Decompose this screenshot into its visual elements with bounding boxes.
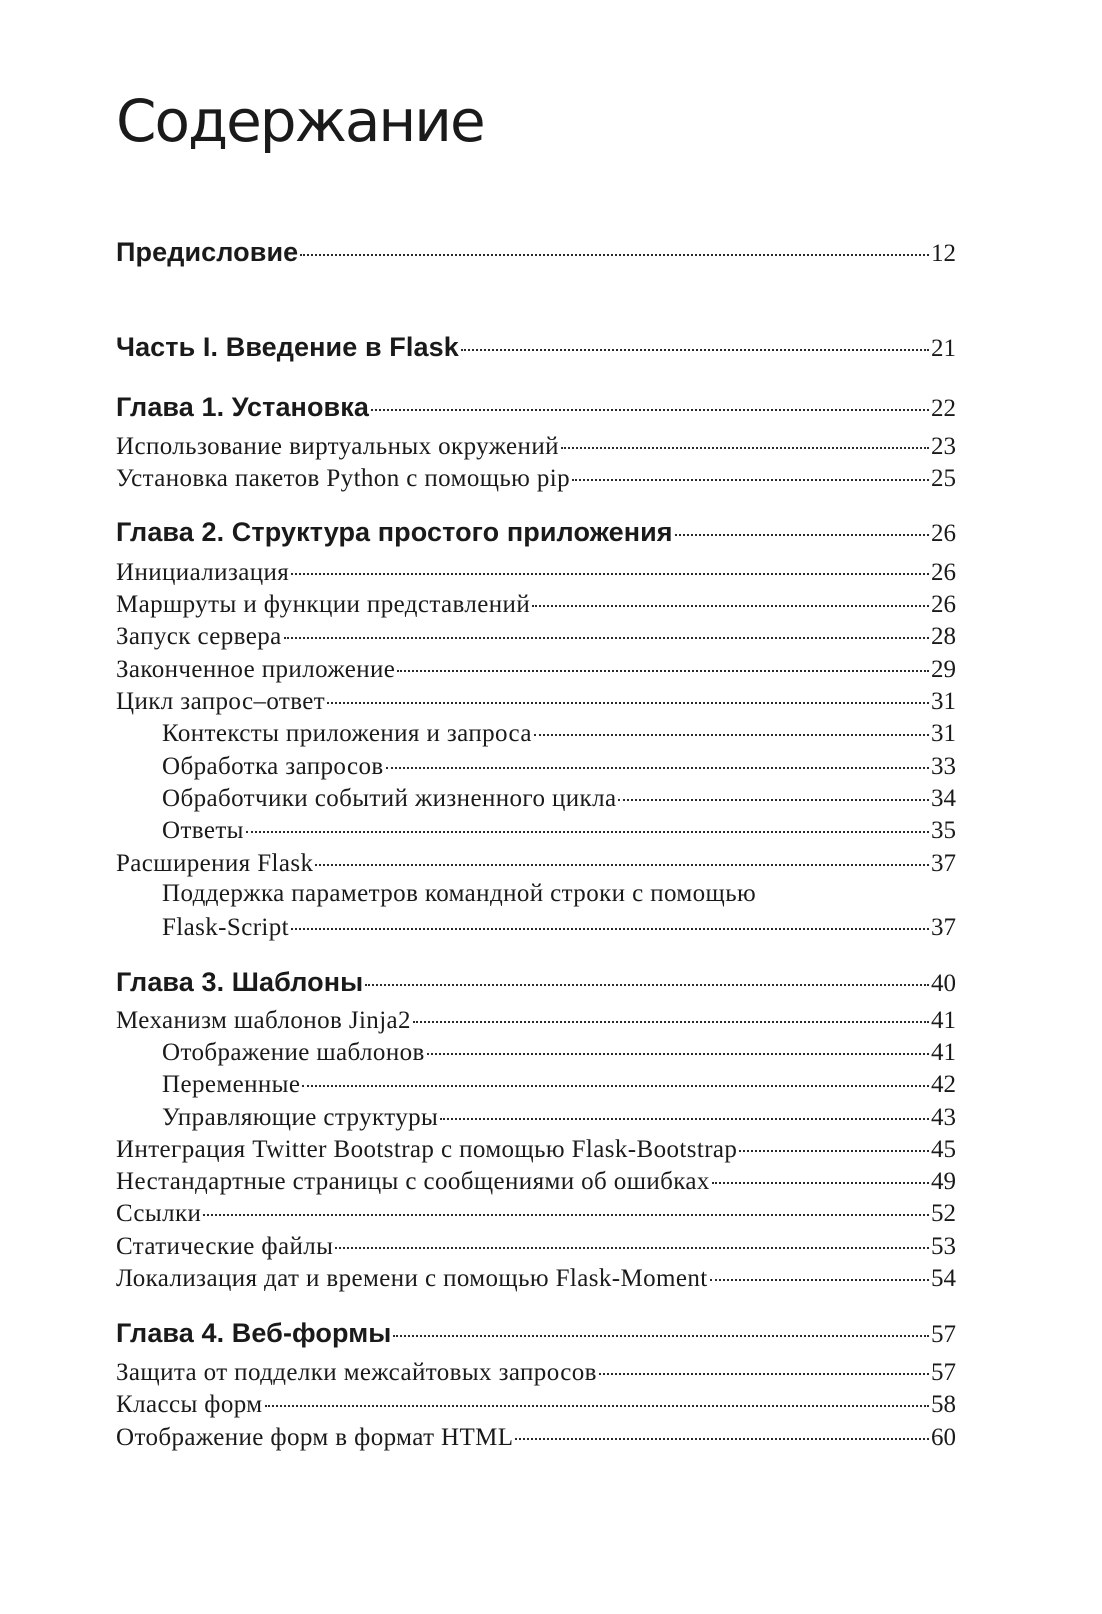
toc-entry-label: Статические файлы: [116, 1233, 334, 1260]
toc-entry-page: 26: [931, 591, 956, 618]
leader-dots: [710, 1279, 929, 1281]
leader-dots: [599, 1373, 929, 1375]
leader-dots: [203, 1214, 929, 1216]
toc-entry-page: 60: [931, 1424, 956, 1451]
toc-subentry[interactable]: [162, 785, 956, 813]
toc-entry-page: 25: [931, 465, 956, 492]
toc-entry-label: Расширения Flask: [116, 850, 314, 877]
toc-entry-label: Интеграция Twitter Bootstrap с помощью Flask-Bootstrap: [116, 1136, 738, 1163]
toc-subentry[interactable]: [162, 1104, 956, 1132]
toc-subentry[interactable]: [162, 914, 956, 942]
toc-entry-part-1[interactable]: [116, 332, 956, 363]
toc-entry[interactable]: [116, 1424, 956, 1452]
leader-dots: [572, 479, 929, 481]
toc-entry-page: 12: [931, 240, 956, 267]
toc-entry-page: 40: [931, 970, 956, 997]
leader-dots: [515, 1438, 929, 1440]
toc-entry-label: Контексты приложения и запроса: [162, 720, 532, 747]
toc-entry-page: 45: [931, 1136, 956, 1163]
toc-entry[interactable]: [116, 559, 956, 587]
toc-entry-label: Механизм шаблонов Jinja2: [116, 1007, 411, 1034]
toc-entry-chapter-2[interactable]: [116, 517, 956, 548]
toc-entry-label: Маршруты и функции представлений: [116, 591, 531, 618]
leader-dots: [335, 1247, 929, 1249]
toc-entry-label: Глава 3. Шаблоны: [116, 967, 364, 997]
toc-entry[interactable]: [116, 591, 956, 619]
toc-entry-page: 33: [931, 753, 956, 780]
leader-dots: [371, 409, 929, 411]
leader-dots: [302, 1085, 929, 1087]
toc-entry-label: Flask-Script: [162, 914, 290, 941]
toc-entry-page: 52: [931, 1200, 956, 1227]
leader-dots: [246, 831, 929, 833]
toc-entry-page: 37: [931, 914, 956, 941]
toc-entry-label: Переменные: [162, 1071, 301, 1098]
toc-entry[interactable]: [116, 656, 956, 684]
toc-entry-label: Отображение шаблонов: [162, 1039, 425, 1066]
toc-entry-page: 22: [931, 395, 956, 422]
toc-entry-label: Глава 1. Установка: [116, 392, 369, 422]
toc-entry-page: 23: [931, 433, 956, 460]
toc-entry-label: Классы форм: [116, 1391, 263, 1418]
toc-entry-chapter-1[interactable]: [116, 392, 956, 423]
toc-entry-label: Цикл запрос–ответ: [116, 688, 326, 715]
toc-entry-page: 28: [931, 623, 956, 650]
toc-entry-page: 31: [931, 688, 956, 715]
toc-entry-page: 41: [931, 1039, 956, 1066]
toc-entry[interactable]: [116, 1168, 956, 1196]
toc-entry[interactable]: [116, 465, 956, 493]
toc-entry-label: Установка пакетов Python с помощью pip: [116, 465, 571, 492]
toc-entry[interactable]: [116, 688, 956, 716]
leader-dots: [393, 1335, 929, 1337]
toc-subentry[interactable]: [162, 1071, 956, 1099]
toc-entry-page: 49: [931, 1168, 956, 1195]
toc-entry-label: Предисловие: [116, 237, 299, 267]
toc-entry[interactable]: [116, 433, 956, 461]
leader-dots: [712, 1182, 929, 1184]
toc-entry[interactable]: [116, 623, 956, 651]
leader-dots: [365, 984, 929, 986]
toc-entry-label: Ответы: [162, 817, 244, 844]
toc-entry-label: Часть I. Введение в Flask: [116, 332, 459, 362]
leader-dots: [561, 447, 929, 449]
toc-entry-page: 26: [931, 520, 956, 547]
toc-subentry[interactable]: [162, 753, 956, 781]
toc-entry-page: 35: [931, 817, 956, 844]
toc-entry-label: Отображение форм в формат HTML: [116, 1424, 514, 1451]
toc-entry-label: Запуск сервера: [116, 623, 282, 650]
toc-entry-label: Обработка запросов: [162, 753, 384, 780]
toc-entry[interactable]: [116, 850, 956, 878]
toc-entry-label: Обработчики событий жизненного цикла: [162, 785, 617, 812]
toc-subentry[interactable]: [162, 720, 956, 748]
toc-entry-page: 53: [931, 1233, 956, 1260]
leader-dots: [532, 605, 929, 607]
leader-dots: [675, 534, 929, 536]
toc-entry-page: 57: [931, 1321, 956, 1348]
toc-entry-page: 54: [931, 1265, 956, 1292]
toc-subentry-first-line[interactable]: Поддержка параметров командной строки с помощью: [162, 880, 757, 907]
toc-entry-chapter-4[interactable]: [116, 1318, 956, 1349]
toc-entry-page: 41: [931, 1007, 956, 1034]
leader-dots: [315, 864, 929, 866]
toc-entry-page: 31: [931, 720, 956, 747]
toc-entry-preface[interactable]: [116, 237, 956, 268]
toc-entry[interactable]: [116, 1007, 956, 1035]
toc-entry-page: 26: [931, 559, 956, 586]
toc-entry-page: 58: [931, 1391, 956, 1418]
toc-entry-label: Глава 2. Структура простого приложения: [116, 517, 673, 547]
toc-entry[interactable]: [116, 1233, 956, 1261]
toc-entry[interactable]: [116, 1200, 956, 1228]
toc-entry-page: 57: [931, 1359, 956, 1386]
toc-entry-label: Ссылки: [116, 1200, 202, 1227]
toc-entry[interactable]: [116, 1265, 956, 1293]
toc-entry-label: Законченное приложение: [116, 656, 396, 683]
toc-entry-page: 29: [931, 656, 956, 683]
toc-subentry[interactable]: [162, 1039, 956, 1067]
leader-dots: [413, 1021, 929, 1023]
leader-dots: [284, 637, 929, 639]
leader-dots: [461, 349, 929, 351]
toc-entry-label: Нестандартные страницы с сообщениями об ошибках: [116, 1168, 710, 1195]
toc-entry-page: 37: [931, 850, 956, 877]
leader-dots: [300, 254, 929, 256]
leader-dots: [327, 702, 929, 704]
toc-entry-label: Локализация дат и времени с помощью Flask-Moment: [116, 1265, 708, 1292]
toc-entry-chapter-3[interactable]: [116, 967, 956, 998]
leader-dots: [291, 928, 929, 930]
leader-dots: [265, 1405, 929, 1407]
toc-entry[interactable]: [116, 1136, 956, 1164]
toc-entry-label: Использование виртуальных окружений: [116, 433, 559, 460]
toc-entry-label: Управляющие структуры: [162, 1104, 439, 1131]
leader-dots: [618, 799, 929, 801]
toc-entry[interactable]: [116, 1391, 956, 1419]
leader-dots: [386, 767, 929, 769]
leader-dots: [440, 1118, 929, 1120]
toc-entry-page: 42: [931, 1071, 956, 1098]
leader-dots: [739, 1150, 929, 1152]
leader-dots: [397, 670, 929, 672]
toc-entry-page: 43: [931, 1104, 956, 1131]
page-title: Содержание: [116, 87, 484, 155]
leader-dots: [534, 734, 929, 736]
toc-entry-label: Защита от подделки межсайтовых запросов: [116, 1359, 597, 1386]
toc-entry-page: 21: [931, 335, 956, 362]
leader-dots: [427, 1053, 929, 1055]
leader-dots: [291, 573, 929, 575]
toc-entry-label: Глава 4. Веб-формы: [116, 1318, 392, 1348]
toc-entry-page: 34: [931, 785, 956, 812]
toc-entry[interactable]: [116, 1359, 956, 1387]
toc-entry-label: Инициализация: [116, 559, 290, 586]
toc-subentry[interactable]: [162, 817, 956, 845]
